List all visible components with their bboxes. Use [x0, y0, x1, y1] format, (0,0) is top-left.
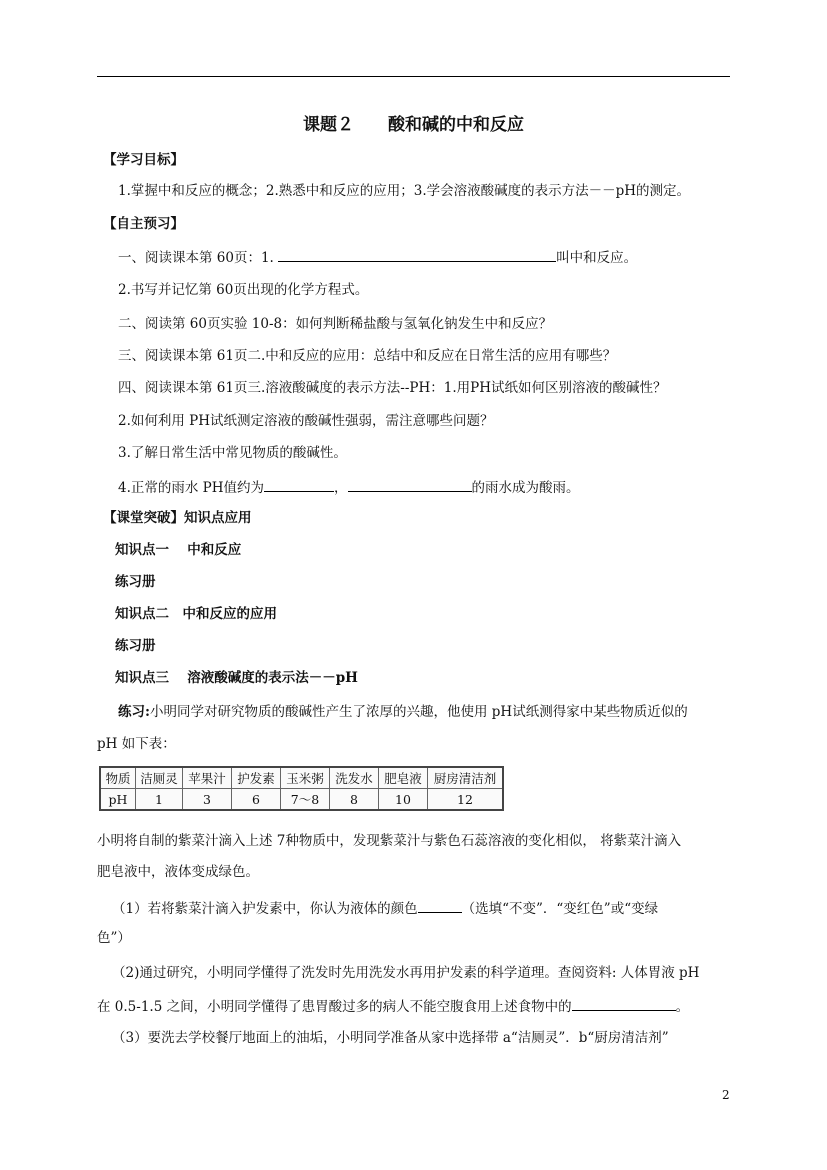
table-header-row: [100, 767, 503, 789]
preview-header: 【自主预习】: [103, 216, 184, 232]
question-1-prefix: （1）若将紫菜汁滴入护发素中，你认为液体的颜色: [112, 901, 418, 917]
table-cell: 厨房清洁剂: [428, 767, 504, 789]
answer-blank[interactable]: [278, 247, 556, 262]
exercise-intro-cont: pH 如下表：: [97, 736, 176, 752]
exercise-text: 小明同学对研究物质的酸碱性产生了浓厚的兴趣，他使用 pH试纸测得家中某些物质近似的: [149, 704, 688, 720]
ph-table: [99, 766, 504, 811]
table-cell: 1: [136, 789, 183, 811]
preview-item-8-suffix: 的雨水成为酸雨。: [471, 480, 580, 496]
preview-item-8: [118, 477, 580, 497]
preview-item-1-prefix: 一、阅读课本第 60页：1.: [118, 250, 279, 266]
goals-header: 【学习目标】: [103, 152, 184, 168]
table-cell: 8: [330, 789, 379, 811]
preview-item-1: [118, 247, 637, 267]
table-cell: 6: [232, 789, 281, 811]
preview-item-2: 2.书写并记忆第 60页出现的化学方程式。: [118, 282, 369, 298]
class-header: 【课堂突破】知识点应用: [103, 510, 252, 526]
preview-item-4: 三、阅读课本第 61页二.中和反应的应用：总结中和反应在日常生活的应用有哪些？: [118, 348, 617, 364]
table-cell: 3: [183, 789, 232, 811]
exercise-intro: [118, 703, 688, 721]
question-1: [112, 898, 658, 918]
preview-item-1-suffix: 叫中和反应。: [556, 250, 638, 266]
knowledge-point-3: 知识点三 溶液酸碱度的表示法－－pH: [115, 670, 358, 686]
workbook-label-1: 练习册: [115, 574, 156, 590]
table-cell: 洗发水: [330, 767, 379, 789]
topic-name: 酸和碱的中和反应: [388, 115, 524, 135]
preview-item-7: 3.了解日常生活中常见物质的酸碱性。: [118, 445, 347, 461]
preview-item-8-sep: ，: [334, 480, 348, 496]
table-cell: 物质: [100, 767, 136, 789]
table-cell: 10: [379, 789, 428, 811]
table-row: [100, 789, 503, 811]
table-cell: 玉米粥: [281, 767, 330, 789]
preview-item-6: 2.如何利用 PH试纸测定溶液的酸碱性强弱，需注意哪些问题？: [118, 413, 494, 429]
answer-blank[interactable]: [264, 477, 334, 492]
table-cell: 苹果汁: [183, 767, 232, 789]
question-3: （3）要洗去学校餐厅地面上的油垢，小明同学准备从家中选择带 a“洁厕灵”．b“厨房清洁剂”: [112, 1030, 669, 1046]
table-cell: 肥皂液: [379, 767, 428, 789]
question-2-suffix: 。: [675, 999, 690, 1015]
table-cell: 12: [428, 789, 504, 811]
question-2-prefix: 在 0.5-1.5 之间，小明同学懂得了患胃酸过多的病人不能空腹食用上述食物中的: [97, 999, 572, 1015]
question-2-line-1: （2)通过研究，小明同学懂得了洗发时先用洗发水再用护发素的科学道理。查阅资料: 人体胃液 pH: [112, 965, 700, 981]
question-1-cont: 色”）: [97, 930, 131, 946]
page-title: [0, 110, 827, 135]
question-2-line-2: [97, 996, 689, 1016]
goals-text: 1.掌握中和反应的概念；2.熟悉中和反应的应用；3.学会溶液酸碱度的表示方法－－pH的测定。: [118, 183, 691, 199]
knowledge-point-2: 知识点二 中和反应的应用: [115, 606, 277, 622]
description-line-1: 小明将自制的紫菜汁滴入上述 7种物质中，发现紫菜汁与紫色石蕊溶液的变化相似， 将紫菜汁滴入: [97, 833, 682, 849]
preview-item-5: 四、阅读课本第 61页三.溶液酸碱度的表示方法--PH：1.用PH试纸如何区别溶液的酸碱性？: [118, 380, 667, 396]
preview-item-8-prefix: 4.正常的雨水 PH值约为: [118, 480, 265, 496]
table-cell: pH: [100, 789, 136, 811]
table-cell: 洁厕灵: [136, 767, 183, 789]
header-rule: [97, 76, 730, 77]
knowledge-point-1: 知识点一 中和反应: [115, 542, 242, 558]
workbook-label-2: 练习册: [115, 638, 156, 654]
topic-number: 课题２: [303, 115, 354, 135]
preview-item-3: 二、阅读第 60页实验 10-8：如何判断稀盐酸与氢氧化钠发生中和反应？: [118, 316, 553, 332]
table-cell: 护发素: [232, 767, 281, 789]
table-cell: 7～8: [281, 789, 330, 811]
page-number: 2: [722, 1088, 730, 1102]
question-1-suffix: （选填“不变”．“变红色”或“变绿: [461, 901, 659, 917]
answer-blank[interactable]: [572, 996, 676, 1011]
description-line-2: 肥皂液中，液体变成绿色。: [97, 864, 259, 880]
answer-blank[interactable]: [418, 898, 462, 913]
answer-blank[interactable]: [348, 477, 472, 492]
exercise-label: 练习:: [118, 704, 150, 720]
